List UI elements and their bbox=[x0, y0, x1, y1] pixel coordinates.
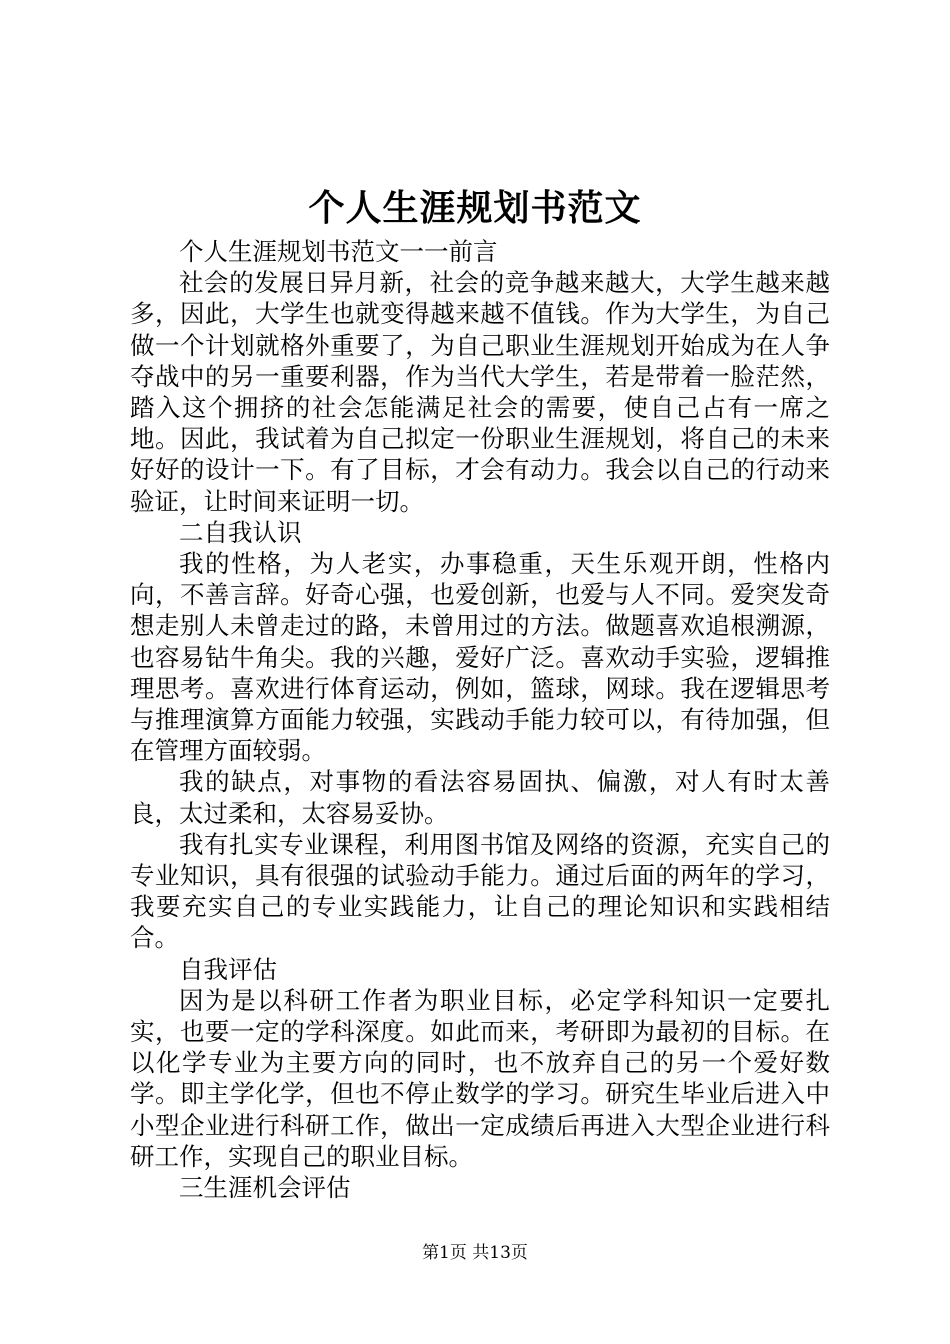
paragraph-self-evaluation-heading: 自我评估 bbox=[179, 954, 277, 984]
document-body bbox=[130, 236, 830, 1203]
paragraph-skills: 我有扎实专业课程，利用图书馆及网络的资源，充实自己的专业知识，具有很强的试验动手能力。通过后面的两年的学习，我要充实自己的专业实践能力，让自己的理论知识和实践相结合。 bbox=[130, 829, 830, 953]
paragraph-self-evaluation: 因为是以科研工作者为职业目标，必定学科知识一定要扎实，也要一定的学科深度。如此而来，考研即为最初的目标。在以化学专业为主要方向的同时，也不放弃自己的另一个爱好数学。即主学化学，但也不停止数学的学习。研究生毕业后进入中小型企业进行科研工作，做出一定成绩后再进入大型企业进行科研工作，实现自己的职业目标。 bbox=[130, 985, 830, 1171]
paragraph-personality: 我的性格，为人老实，办事稳重，天生乐观开朗，性格内向，不善言辞。好奇心强，也爱创新，也爱与人不同。爱突发奇想走别人未曾走过的路，未曾用过的方法。做题喜欢追根溯源，也容易钻牛角尖。我的兴趣，爱好广泛。喜欢动手实验，逻辑推理思考。喜欢进行体育运动，例如，篮球，网球。我在逻辑思考与推理演算方面能力较强，实践动手能力较可以，有待加强，但在管理方面较弱。 bbox=[130, 549, 830, 766]
paragraph-preface-heading: 个人生涯规划书范文一一前言 bbox=[179, 237, 498, 266]
paragraph-preface: 社会的发展日异月新，社会的竞争越来越大，大学生越来越多，因此，大学生也就变得越来越不值钱。作为大学生，为自己做一个计划就格外重要了，为自己职业生涯规划开始成为在人争夺战中的另一重要利器，作为当代大学生，若是带着一脸茫然，踏入这个拥挤的社会怎能满足社会的需要，使自己占有一席之地。因此，我试着为自己拟定一份职业生涯规划，将自己的未来好好的设计一下。有了目标，才会有动力。我会以自己的行动来验证，让时间来证明一切。 bbox=[130, 268, 830, 516]
paragraph-shortcomings: 我的缺点，对事物的看法容易固执、偏激，对人有时太善良，太过柔和，太容易妥协。 bbox=[130, 767, 830, 828]
paragraph-opportunity-heading: 三生涯机会评估 bbox=[179, 1173, 351, 1203]
paragraph-self-awareness-heading: 二自我认识 bbox=[179, 517, 302, 547]
page-number-footer: 第1页 共13页 bbox=[422, 1243, 528, 1263]
document-title: 个人生涯规划书范文 bbox=[308, 187, 642, 229]
